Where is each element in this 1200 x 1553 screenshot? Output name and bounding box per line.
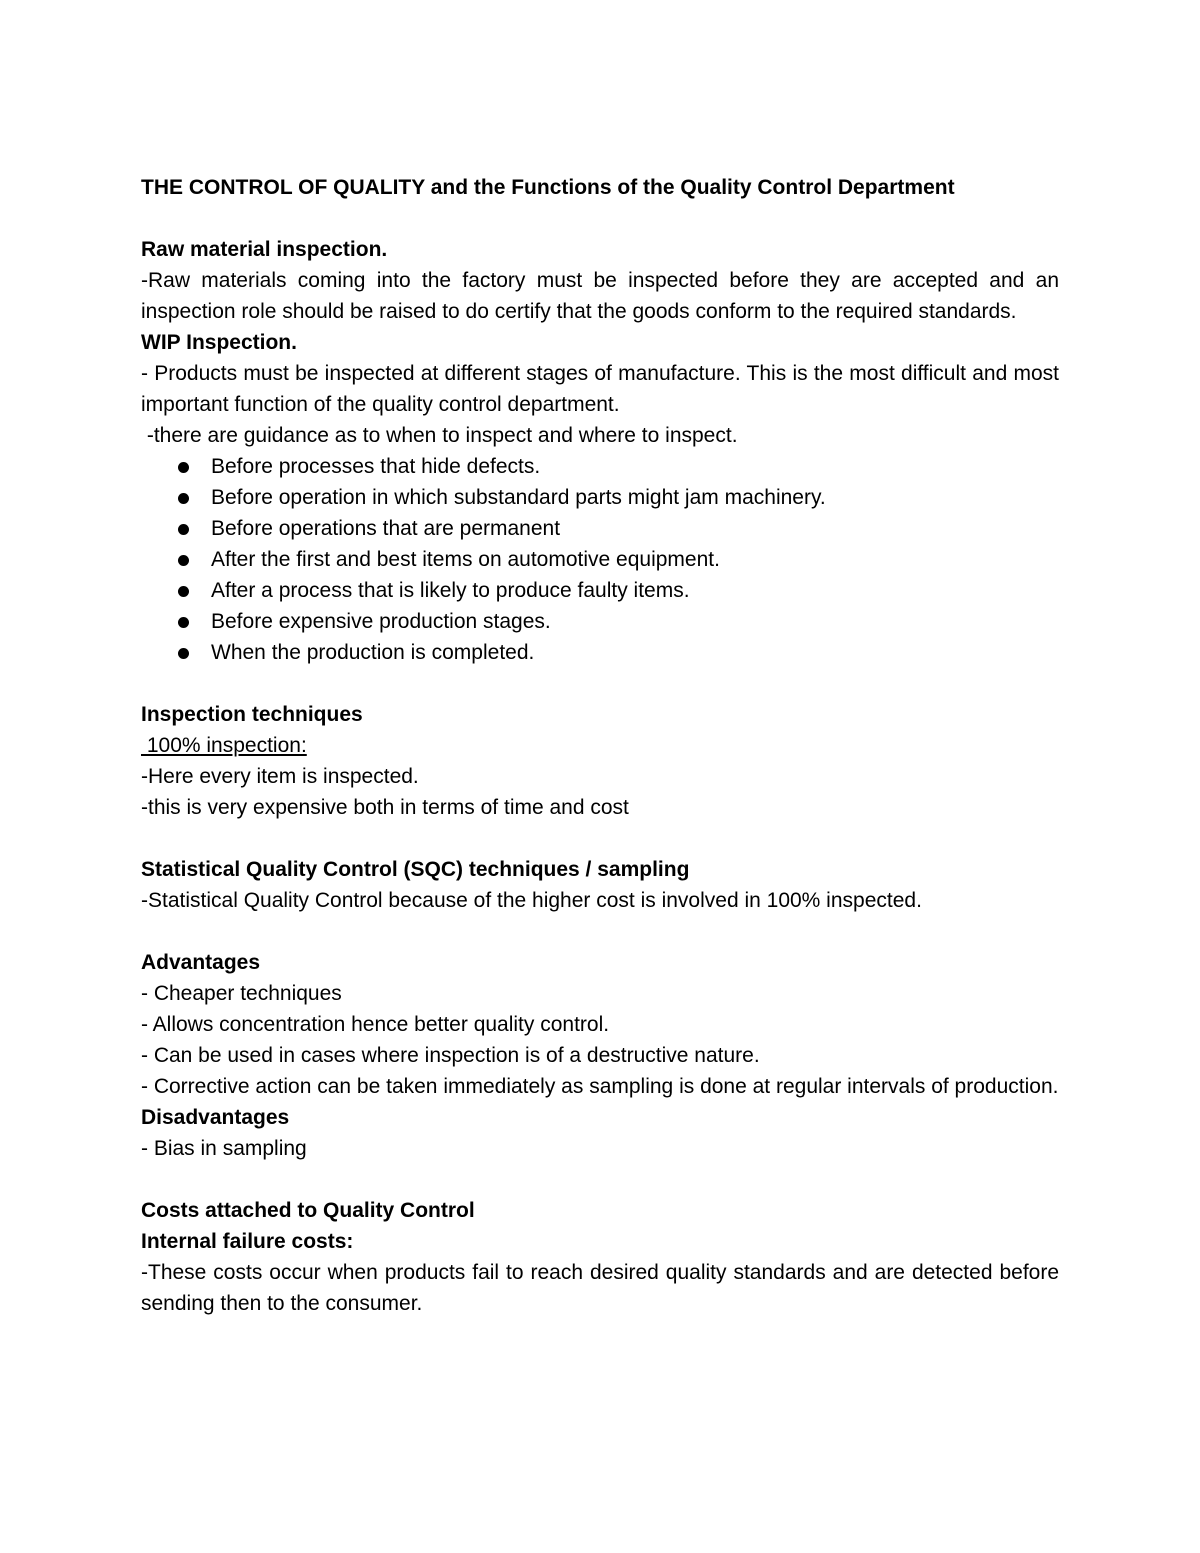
bullet-icon [178, 586, 189, 597]
list-item [141, 482, 1059, 513]
list-item-text: After a process that is likely to produce faulty items. [211, 579, 690, 602]
costs-subheading: Internal failure costs: [141, 1230, 354, 1253]
raw-material-heading: Raw material inspection. [141, 238, 388, 261]
list-item-text: When the production is completed. [211, 641, 535, 664]
list-item-text: After the first and best items on automotive equipment. [211, 548, 720, 571]
document-page [141, 172, 1059, 1319]
bullet-icon [178, 555, 189, 566]
techniques-line-2: -this is very expensive both in terms of time and cost [141, 796, 629, 819]
sqc-heading: Statistical Quality Control (SQC) techniques / sampling [141, 858, 690, 881]
costs-heading: Costs attached to Quality Control [141, 1199, 475, 1222]
bullet-icon [178, 648, 189, 659]
list-item-text: Before operation in which substandard parts might jam machinery. [211, 486, 826, 509]
techniques-heading: Inspection techniques [141, 703, 363, 726]
list-item [141, 575, 1059, 606]
techniques-subheading: 100% inspection: [141, 734, 307, 757]
list-item [141, 606, 1059, 637]
spacer [141, 1164, 1059, 1195]
bullet-icon [178, 493, 189, 504]
disadvantages-heading: Disadvantages [141, 1106, 290, 1129]
techniques-line-1: -Here every item is inspected. [141, 765, 419, 788]
costs-text: -These costs occur when products fail to reach desired quality standards and are detected before sending then to the consumer. [141, 1261, 1059, 1315]
bullet-icon [178, 617, 189, 628]
list-item-text: Before operations that are permanent [211, 517, 561, 540]
bullet-icon [178, 524, 189, 535]
list-item-text: Before processes that hide defects. [211, 455, 541, 478]
spacer [141, 203, 1059, 234]
list-item [141, 637, 1059, 668]
raw-material-text: -Raw materials coming into the factory must be inspected before they are accepted and an inspection role should be raised to do certify that the goods conform to the required standards. [141, 269, 1059, 323]
sqc-text: -Statistical Quality Control because of the higher cost is involved in 100% inspected. [141, 889, 922, 912]
spacer [141, 668, 1059, 699]
wip-guidance: -there are guidance as to when to inspect and where to inspect. [141, 424, 738, 447]
wip-text: - Products must be inspected at different stages of manufacture. This is the most difficult and most important function of the quality control department. [141, 362, 1059, 416]
advantages-line-3: - Can be used in cases where inspection is of a destructive nature. [141, 1044, 760, 1067]
disadvantages-line-1: - Bias in sampling [141, 1137, 307, 1160]
document-title: THE CONTROL OF QUALITY and the Functions of the Quality Control Department [141, 176, 955, 199]
list-item [141, 544, 1059, 575]
list-item [141, 513, 1059, 544]
list-item-text: Before expensive production stages. [211, 610, 551, 633]
advantages-heading: Advantages [141, 951, 261, 974]
list-item [141, 451, 1059, 482]
wip-heading: WIP Inspection. [141, 331, 297, 354]
spacer [141, 916, 1059, 947]
bullet-icon [178, 462, 189, 473]
advantages-line-2: - Allows concentration hence better quality control. [141, 1013, 610, 1036]
advantages-line-1: - Cheaper techniques [141, 982, 342, 1005]
advantages-line-4: - Corrective action can be taken immediately as sampling is done at regular intervals of production. [141, 1075, 1059, 1098]
spacer [141, 823, 1059, 854]
wip-bullet-list [141, 451, 1059, 668]
